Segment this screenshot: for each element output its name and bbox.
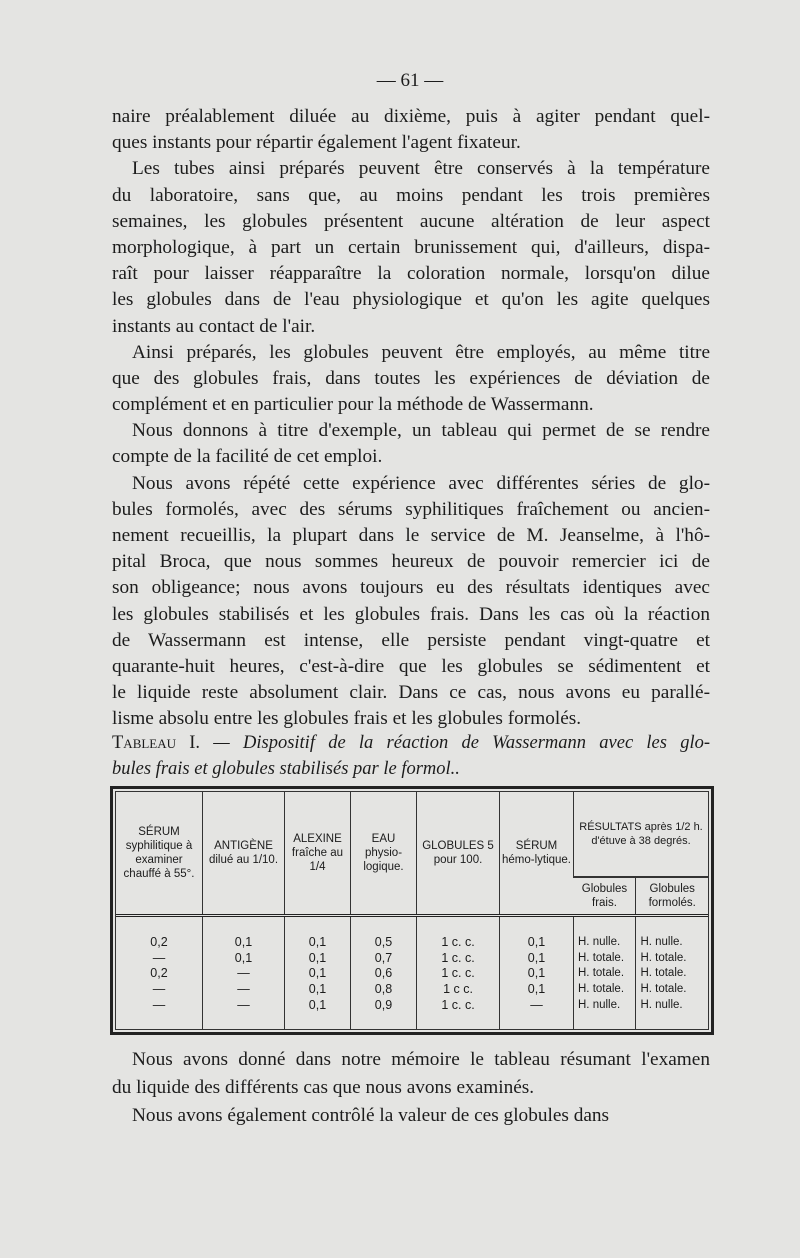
text-line: raît pour laisser réapparaître la coloration normale, lorsqu'on dilue	[112, 263, 710, 285]
table-cell: 0,1	[308, 997, 327, 1012]
body-text-bottom	[112, 1046, 710, 1130]
table-cell: H. nulle.	[640, 998, 683, 1011]
col-header: GLOBULES 5 pour 100.	[417, 792, 500, 916]
results-header: RÉSULTATS après 1/2 h. d'étuve à 38 degrés.	[574, 792, 709, 877]
text-line: de Wassermann est intense, elle persiste pendant vingt-quatre et	[112, 629, 710, 651]
sub-header-formol: Globules formolés.	[636, 877, 708, 916]
table-cell: H. nulle.	[640, 936, 683, 948]
table-cell: 1 c. c.	[441, 997, 475, 1012]
table-cell: —	[152, 997, 166, 1012]
table-cell: 0,8	[374, 982, 393, 997]
table-cell: 0,1	[308, 966, 327, 981]
table-cell: H. nulle.	[578, 936, 621, 948]
table-cell: 0,1	[527, 950, 546, 965]
table-cell: 0,2	[150, 935, 168, 949]
caption-label: Tableau I.	[112, 733, 201, 753]
col-header: EAU physio-logique.	[351, 792, 417, 916]
table-cell: 0,1	[308, 935, 327, 949]
table-cell: 0,1	[308, 982, 327, 997]
table-cell: H. totale.	[640, 951, 687, 964]
table-cell: 1 c c.	[443, 982, 473, 997]
text-line: Nous donnons à titre d'exemple, un tableau qui permet de se rendre	[132, 420, 710, 442]
table-cell: H. totale.	[640, 967, 687, 980]
text-line: les globules stabilisés et les globules frais. Dans les cas où la réaction	[112, 603, 710, 625]
text-line: Ainsi préparés, les globules peuvent être employés, au même titre	[132, 341, 710, 363]
table-cell: 0,2	[150, 966, 168, 981]
sub-header-fresh: Globules frais.	[574, 877, 636, 916]
table-cell: —	[237, 982, 250, 997]
table-cell: —	[237, 997, 250, 1012]
table-cell: H. nulle.	[578, 998, 621, 1011]
text-line: du liquide des différents cas que nous avons examinés.	[112, 1077, 535, 1098]
text-line: son obligeance; nous avons toujours eu des résultats identiques avec	[112, 577, 710, 599]
table-column-values	[417, 916, 500, 1030]
table-column-values	[203, 916, 285, 1030]
table-cell: 0,1	[527, 966, 546, 981]
table-cell: 0,1	[527, 935, 546, 949]
text-line: les globules dans de l'eau physiologique et qu'on les agite quelques	[112, 289, 710, 311]
text-line: Nous avons répété cette expérience avec différentes séries de glo-	[132, 472, 710, 494]
table-cell: H. totale.	[578, 967, 625, 980]
table-cell: —	[152, 982, 166, 997]
text-line: bules formolés, avec des sérums syphilitiques fraîchement ou ancien-	[112, 498, 710, 520]
text-line: que des globules frais, dans toutes les expériences de déviation de	[112, 367, 710, 389]
table-cell: H. totale.	[640, 983, 687, 996]
table-cell: —	[237, 966, 250, 981]
col-header: SÉRUM hémo-lytique.	[500, 792, 574, 916]
text-line: le liquide reste absolument clair. Dans ce cas, nous avons eu parallé-	[112, 682, 710, 704]
text-line: du laboratoire, sans que, au moins pendant les trois premières	[112, 184, 710, 206]
table-cell: 1 c. c.	[441, 950, 475, 965]
table-cell: 0,6	[374, 966, 393, 981]
table-cell: —	[530, 997, 543, 1012]
text-line: morphologique, à part un certain brunissement qui, d'ailleurs, dispa-	[112, 236, 710, 258]
text-line: ques instants pour répartir également l'agent fixateur.	[112, 132, 521, 154]
table-cell: 1 c. c.	[441, 966, 475, 981]
text-line: instants au contact de l'air.	[112, 315, 316, 337]
table-cell: 0,7	[374, 950, 393, 965]
text-line: Nous avons donné dans notre mémoire le tableau résumant l'examen	[132, 1049, 710, 1070]
table-column-values	[500, 916, 574, 1030]
table-column-values	[636, 916, 708, 1030]
col-header: ANTIGÈNE dilué au 1/10.	[203, 792, 285, 916]
text-line: complément et en particulier pour la méthode de Wassermann.	[112, 394, 594, 416]
body-text-top	[112, 104, 710, 733]
table-column-values	[285, 916, 351, 1030]
caption-line-2: bules frais et globules stabilisés par le formol..	[112, 759, 460, 780]
table-cell: 0,5	[374, 935, 393, 949]
table-cell: 0,9	[374, 997, 393, 1012]
table-column-values	[574, 916, 636, 1030]
table-column-values	[116, 916, 203, 1030]
table-cell: 0,1	[234, 935, 253, 949]
text-line: pital Broca, que nous sommes heureux de pouvoir remercier ici de	[112, 551, 710, 573]
table-cell: H. totale.	[578, 983, 625, 996]
text-line: naire préalablement diluée au dixième, puis à agiter pendant quel-	[112, 106, 710, 127]
table-cell: 0,1	[234, 950, 253, 965]
text-line: compte de la facilité de cet emploi.	[112, 446, 383, 468]
caption-line-1: — Dispositif de la réaction de Wassermann avec les glo-	[200, 733, 710, 753]
col-header: SÉRUM syphilitique à examiner chauffé à 55°.	[116, 792, 203, 916]
text-line: quarante-huit heures, c'est-à-dire que les globules se sédimentent et	[112, 655, 710, 677]
results-table	[110, 786, 714, 1035]
text-line: lisme absolu entre les globules frais et les globules formolés.	[112, 708, 582, 730]
text-line: Les tubes ainsi préparés peuvent être conservés à la température	[132, 158, 710, 180]
text-line: Nous avons également contrôlé la valeur de ces globules dans	[132, 1105, 610, 1126]
table-cell: 0,1	[308, 950, 327, 965]
table-caption	[112, 730, 710, 782]
text-line: nement recueillis, la plupart dans le service de M. Jeanselme, à l'hô-	[112, 525, 710, 546]
text-line: semaines, les globules présentent aucune altération de leur aspect	[112, 210, 710, 232]
table-cell: 1 c. c.	[441, 935, 475, 949]
table-cell: H. totale.	[578, 951, 625, 964]
table-cell: —	[152, 950, 166, 965]
table-cell: 0,1	[527, 982, 546, 997]
page-number: — 61 —	[376, 70, 444, 91]
col-header: ALEXINE fraîche au 1/4	[285, 792, 351, 916]
table-column-values	[351, 916, 417, 1030]
